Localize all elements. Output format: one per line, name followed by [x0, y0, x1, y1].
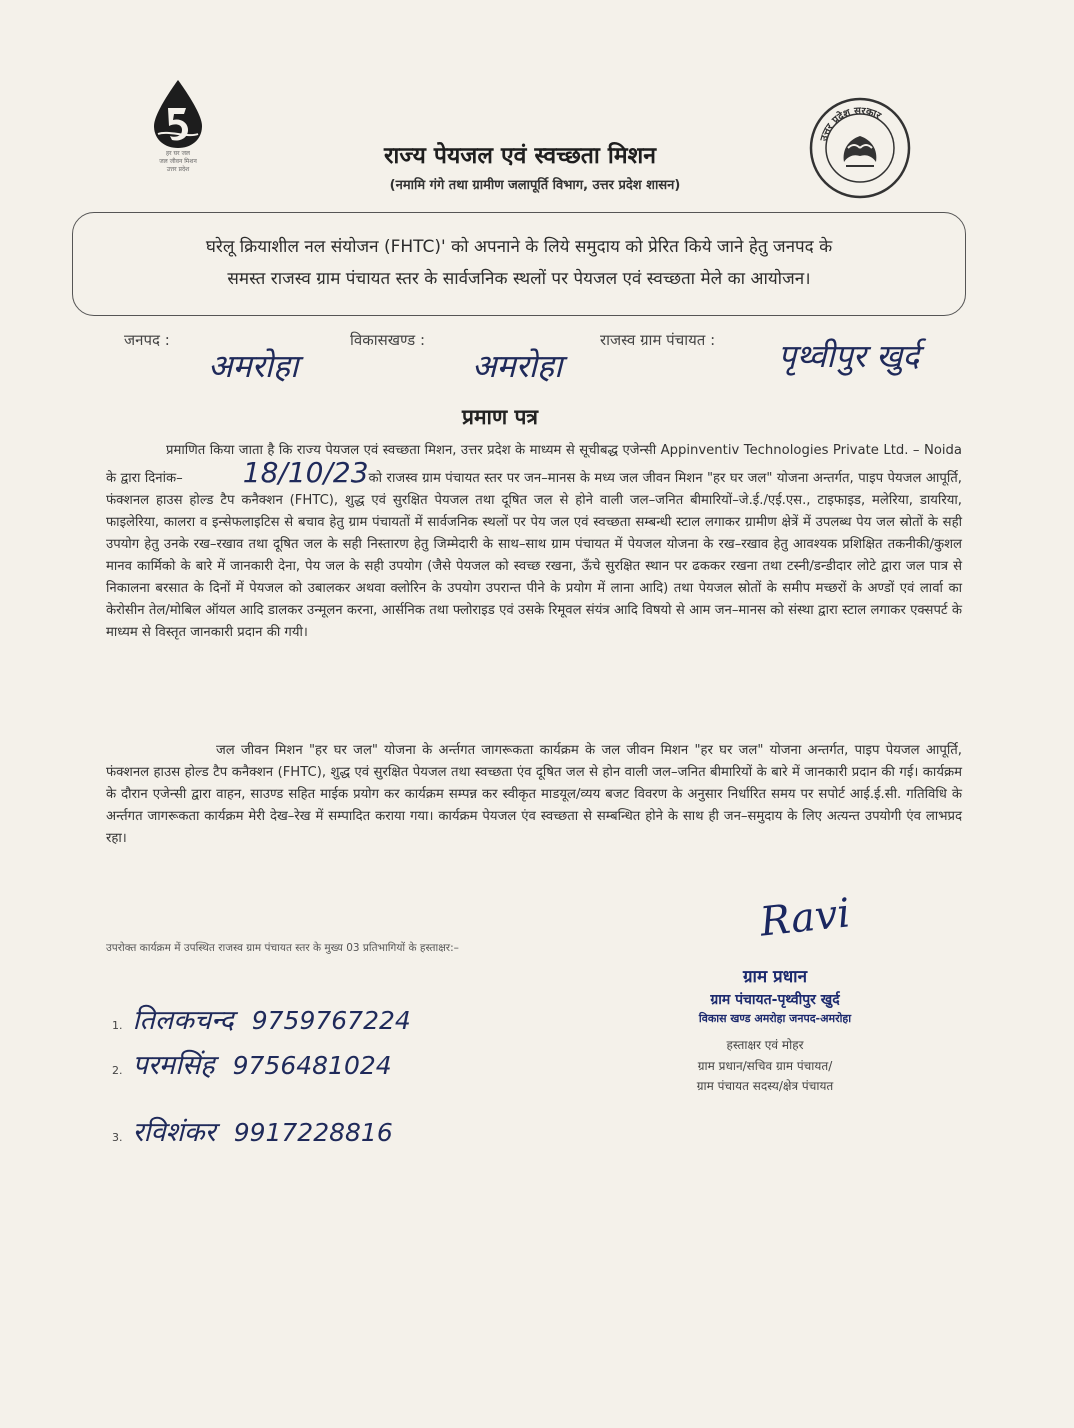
panchayat-label: राजस्व ग्राम पंचायत : — [600, 331, 716, 349]
logo-caption-3: उत्तर प्रदेश — [166, 166, 190, 173]
banner-line-2: समस्त राजस्व ग्राम पंचायत स्तर के सार्वजनिक स्थलों पर पेयजल एवं स्वच्छता मेले का आयोजन। — [227, 269, 811, 289]
participant-phone: 9756481024 — [232, 1051, 392, 1080]
stamp-line-3: विकास खण्ड अमरोहा जनपद-अमरोहा — [698, 1012, 852, 1025]
participant-row — [112, 1112, 393, 1149]
event-date: 18/10/23 — [242, 456, 369, 489]
district-value: अमरोहा — [208, 347, 299, 385]
pradhan-stamp — [640, 965, 910, 1027]
logo-caption-1: हर घर जल — [166, 150, 190, 157]
participant-row — [112, 1045, 392, 1082]
location-fields — [124, 330, 1004, 390]
stamp-line-2: ग्राम पंचायत-पृथ्वीपुर खुर्द — [710, 992, 840, 1008]
participant-name: तिलकचन्द — [132, 1005, 234, 1036]
page-title: राज्य पेयजल एवं स्वच्छता मिशन — [384, 143, 656, 169]
up-govt-seal — [808, 96, 912, 200]
pradhan-signature: Ravi — [757, 890, 853, 946]
participant-name: रविशंकर — [132, 1117, 216, 1148]
event-banner — [72, 212, 966, 316]
certificate-paragraph-2: जल जीवन मिशन "हर घर जल" योजना के अर्न्तगत जागरूकता कार्यक्रम के जल जीवन मिशन "हर घर जल" योजना अन्तर्गत, पाइप पेयजल आपूर्ति, फंक्शनल हाउस होल्ड टैप कनैक्शन (FHTC), शुद्ध एवं सुरक्षित पेयजल तथा स्वच्छता एंव दूषित जल से होन वाली जल–जनित बीमारियों के बारे में जानकारी प्रदान की गई। कार्यक्रम के दौरान एजेन्सी द्वारा वाहन, साउण्ड सहित माईक प्रयोग कर कार्यक्रम सम्पन्न कर स्वीकृत माडयूल/व्यय बजट विवरण के अनुसार निर्धारित समय पर सपोर्ट आई.ई.सी. गतिविधि के अर्न्तगत जागरूकता कार्यक्रम मेरी देख–रेख में सम्पादित कराया गया। कार्यक्रम पेयजल एंव स्वच्छता से सम्बन्धित होने के साथ ही जन–समुदाय के लिए अत्यन्त उपयोगी एंव लाभप्रद रहा। — [106, 743, 963, 846]
signature-label-1: हस्ताक्षर एवं मोहर — [726, 1038, 804, 1052]
block-label: विकासखण्ड : — [350, 331, 426, 349]
signature-label-2: ग्राम प्रधान/सचिव ग्राम पंचायत/ — [697, 1059, 833, 1073]
signature-label-3: ग्राम पंचायत सदस्य/क्षेत्र पंचायत — [696, 1079, 834, 1093]
banner-line-1: घरेलू क्रियाशील नल संयोजन (FHTC)' को अपनाने के लिये समुदाय को प्रेरित किये जाने हेतु जनपद के — [205, 237, 833, 257]
participants-heading: उपरोक्त कार्यक्रम में उपस्थित राजस्व ग्राम पंचायत स्तर के मुख्य 03 प्रतिभागियों के हस्ताक्षर:– — [106, 942, 459, 954]
certificate-paragraph-1 — [106, 440, 962, 644]
up-emblem-icon — [808, 96, 912, 200]
para1-part-a: प्रमाणित किया जाता है कि राज्य पेयजल एवं स्वच्छता मिशन, उत्तर प्रदेश के माध्यम से सूचीबद्ध एजेन्सी Appinventiv Technologies Private Ltd. – Noida के द्वारा दिनांक– — [106, 443, 962, 486]
participant-number: 3. — [112, 1131, 123, 1144]
participant-row — [112, 1000, 411, 1037]
para1-part-b: को राजस्व ग्राम पंचायत स्तर पर जन–मानस के मध्य जल जीवन मिशन "हर घर जल" योजना अन्तर्गत, पाइप पेयजल आपूर्ति, फंक्शनल हाउस होल्ड टैप कनैक्शन (FHTC), शुद्ध एवं सुरक्षित पेयजल तथा दूषित जल से होने वाली जल–जनित बीमारियों–जे.ई./एई.एस., टाइफाइड, मलेरिया, डायरिया, फाइलेरिया, कालरा व इन्सेफलाइटिस से बचाव हेतु ग्राम पंचायतों में सार्वजनिक स्थलों पर पेय जल एवं स्वच्छता सम्बन्धी स्टाल लगाकर ग्रामीण क्षेत्रें में उपलब्ध पेय जल स्रोतों के सही उपयोग हेतु उनके रख–रखाव तथा दूषित जल के सही निस्तारण हेतु जिम्मेदारी के साथ–साथ ग्राम पंचायत में पेयजल योजना के रख–रखाव हेतु आवश्यक प्रशिक्षित तकनीकी/कुशल मानव कार्मिको के बारे में जानकारी देना, पेय जल के सही उपयोग (जैसे पेयजल को स्वच्छ रखना, ऊँचे सुरक्षित स्थान पर ढककर रखना तथा टस्नी/डन्डीदार लोटे द्वारा जल पात्र से निकालना बरसात के दिनों में पेयजल को उबालकर अथवा क्लोरिन के उपयोग उपरान्त पीने के प्रयोग में लाना आदि) तथा पेयजल स्रोतों के समीप मच्छरों के अण्डों एवं लार्वा का केरोसीन तेल/मोबिल ऑयल आदि डालकर उन्मूलन करना, आर्सनिक तथा फ्लोराइड एवं उसके रिमूवल संयंत्र आदि विषयो से आम जन–मानस को संस्था द्वारा स्टाल लगाकर एक्सपर्ट के माध्यम से विस्तृत जानकारी प्रदान की गयी। — [106, 471, 962, 640]
page-subtitle: (नमामि गंगे तथा ग्रामीण जलापूर्ति विभाग, उत्तर प्रदेश शासन) — [389, 178, 681, 193]
participant-name: परमसिंह — [132, 1050, 215, 1081]
participant-phone: 9759767224 — [251, 1006, 411, 1035]
certificate-title: प्रमाण पत्र — [462, 405, 538, 429]
panchayat-value: पृथ्वीपुर खुर्द — [778, 337, 920, 375]
stamp-line-1: ग्राम प्रधान — [742, 967, 808, 987]
participant-number: 2. — [112, 1064, 123, 1077]
participant-phone: 9917228816 — [233, 1118, 393, 1147]
svg-text:उत्तर प्रदेश सरकार: उत्तर प्रदेश सरकार — [818, 105, 883, 143]
participant-number: 1. — [112, 1019, 123, 1032]
block-value: अमरोहा — [472, 347, 563, 385]
district-label: जनपद : — [124, 331, 170, 349]
har-ghar-jal-logo — [138, 78, 218, 178]
logo-caption-2: जल जीवन मिशन — [159, 158, 197, 165]
water-drop-icon — [148, 78, 208, 150]
